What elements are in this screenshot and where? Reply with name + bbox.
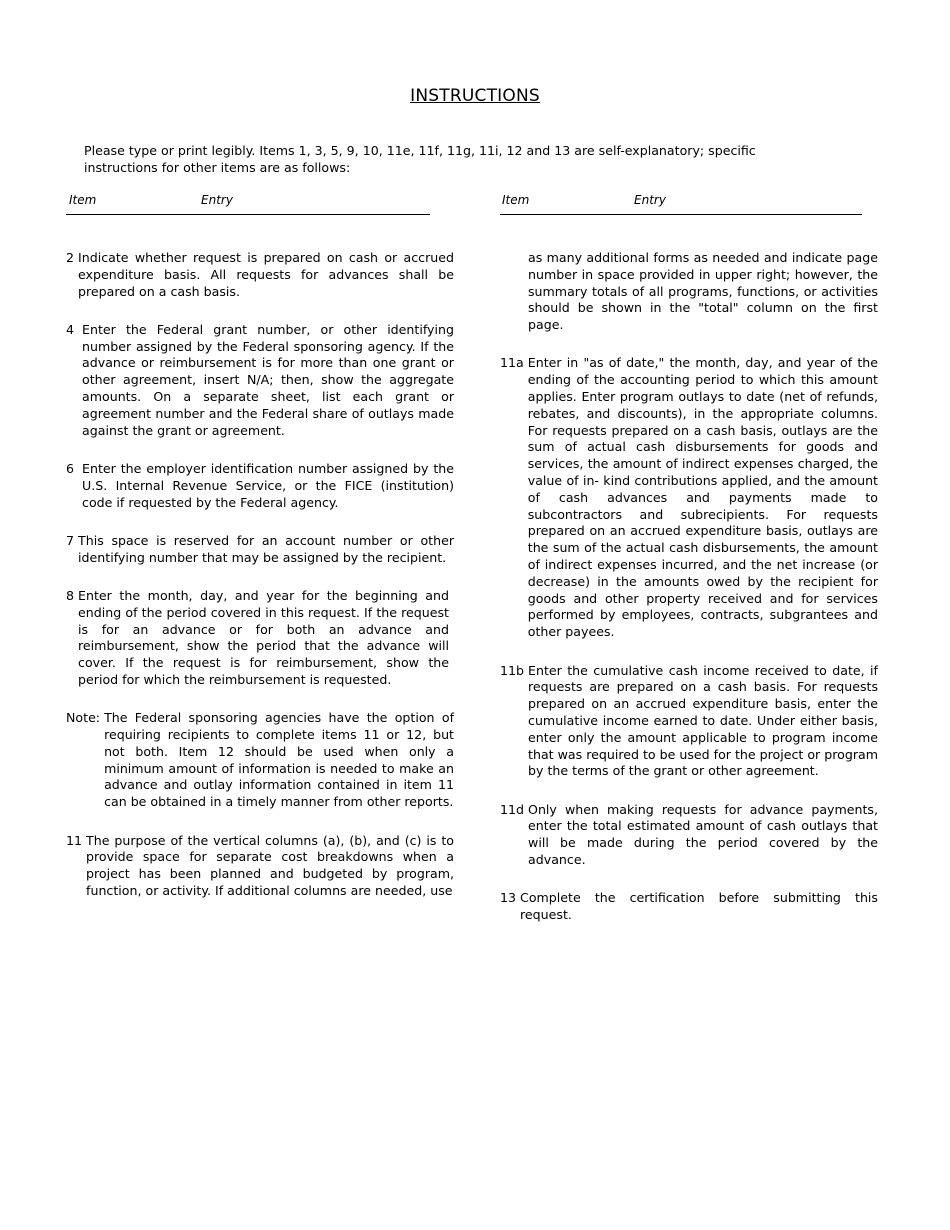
- item-text: Enter the cumulative cash income received to date, if requests are prepared on a cash basis. For requests prepared on an accrued expenditure basis, enter the cumulative income earned to date. Under either basis, enter only the amount applicable to program income that was required to be used for the project or program by the terms of the grant or other agreement.: [528, 662, 878, 779]
- item-text: Enter the Federal grant number, or other identifying number assigned by the Federal sponsoring agency. If the advance or reimbursement is for more than one grant or other agreement, insert N/A; then, show the aggregate amounts. On a separate sheet, list each grant or agreement number and the Federal share of outlays made against the grant or agreement.: [82, 321, 454, 438]
- item-text: Indicate whether request is prepared on cash or accrued expenditure basis. All requests for advances shall be prepared on a cash basis.: [78, 250, 454, 299]
- item-text: The purpose of the vertical columns (a), (b), and (c) is to provide space for separate cost breakdowns when a project has been planned and budgeted by program, function, or activity. If additional columns are needed, use: [86, 832, 454, 898]
- item-text: Enter the employer identification number assigned by the U.S. Internal Revenue Service, or the FICE (institution) code if requested by the Federal agency.: [82, 460, 454, 510]
- intro-paragraph: Please type or print legibly. Items 1, 3, 5, 9, 10, 11e, 11f, 11g, 11i, 12 and 13 are self-explanatory; specific instructions for other items are as follows:: [84, 143, 756, 175]
- item-number: 6: [66, 460, 83, 476]
- item-number: 11a: [500, 355, 528, 371]
- entry-header: Entry: [634, 193, 666, 207]
- instruction-item: [66, 588, 454, 689]
- item-number: 7: [66, 532, 79, 548]
- note-item: [66, 710, 454, 811]
- right-instructions-column: [500, 250, 878, 945]
- item-text: Enter in "as of date," the month, day, and year of the ending of the accounting period to which this amount applies. Enter program outlays to date (net of refunds, rebates, and discounts), in the appropriate columns. For requests prepared on a cash basis, outlays are the sum of actual cash disbursements for goods and services, the amount of indirect expenses charged, the value of in- kind contributions applied, and the amount of cash advances and payments made to subcontractors and subrecipients. For requests prepared on an accrued expenditure basis, outlays are the sum of the actual cash disbursements, the amount of indirect expenses incurred, and the net increase (or decrease) in the amounts owed by the recipient for goods and other property received and for services performed by employees, contracts, subgrantees and other payees.: [527, 355, 878, 640]
- instruction-item: [66, 533, 454, 567]
- note-label: Note:: [66, 710, 105, 726]
- instruction-item: [66, 322, 454, 440]
- left-column-header: [66, 192, 430, 215]
- item-text: Complete the certification before submitting this request.: [520, 890, 878, 923]
- note-text: The Federal sponsoring agencies have the option of requiring recipients to complete items 11 or 12, but not both. Item 12 should be used when only a minimum amount of information is needed to make an advance and outlay information contained in item 11 can be obtained in a timely manner from other reports.: [104, 710, 454, 810]
- item-number: 11d: [500, 801, 529, 817]
- instruction-item: [500, 890, 878, 924]
- instruction-item: [500, 355, 878, 641]
- continued-text: [500, 250, 878, 334]
- item-number: 8: [66, 587, 79, 603]
- item-number: 11: [66, 832, 87, 848]
- continuation-text: as many additional forms as needed and indicate page number in space provided in upper right; however, the summary totals of all programs, functions, or activities should be shown in the "total" column on the first page.: [528, 250, 878, 333]
- entry-header: Entry: [201, 193, 233, 207]
- item-number: 11b: [500, 662, 529, 678]
- instruction-item: [66, 250, 454, 300]
- item-header: Item: [69, 193, 97, 207]
- item-number: 2: [66, 250, 79, 265]
- item-number: 4: [66, 321, 83, 337]
- right-column-header: [500, 192, 862, 215]
- instruction-item: [66, 461, 454, 511]
- left-instructions-column: [66, 250, 454, 921]
- item-text: This space is reserved for an account number or other identifying number that may be assigned by the recipient.: [78, 532, 454, 565]
- item-number: 13: [500, 890, 521, 906]
- item-text: Only when making requests for advance payments, enter the total estimated amount of cash outlays that will be made during the period covered by the advance.: [528, 801, 878, 867]
- instruction-item: [500, 663, 878, 781]
- page-title: INSTRUCTIONS: [410, 86, 540, 106]
- instruction-item: [500, 802, 878, 869]
- instruction-item: [66, 833, 454, 900]
- item-header: Item: [502, 193, 530, 207]
- item-text: Enter the month, day, and year for the beginning and ending of the period covered in this request. If the request is for an advance or for both an advance and reimbursement, show the period that the advance will cover. If the request is for reimbursement, show the period for which the reimbursement is requested.: [78, 587, 449, 687]
